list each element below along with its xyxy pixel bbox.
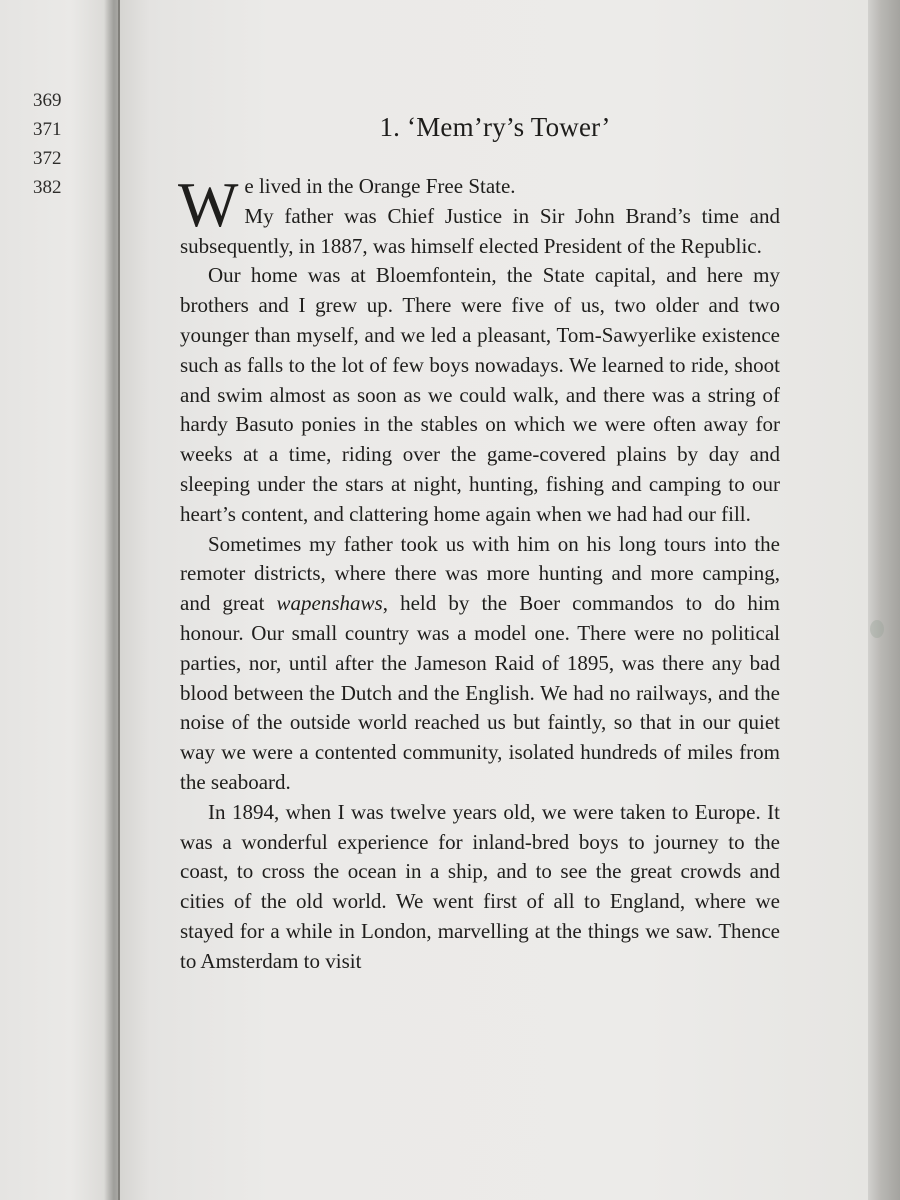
paragraph-3-part-1: Sometimes my father took us with him on his long tours into the remoter districts, where there was more hunting and more camping, and great bbox=[180, 531, 780, 616]
page-edge bbox=[868, 0, 900, 1200]
chapter-title: 1. ‘Mem’ry’s Tower’ bbox=[379, 112, 611, 142]
margin-page-number: 372 bbox=[33, 148, 62, 169]
margin-page-number: 371 bbox=[33, 119, 62, 140]
paragraph-1-rest: My father was Chief Justice in Sir John Brand’s time and subsequently, in 1887, was himself elected President of the Republic. bbox=[180, 203, 780, 258]
margin-page-number: 369 bbox=[33, 90, 62, 111]
paragraph-1-first-line: e lived in the Orange Free State. bbox=[244, 174, 516, 198]
italic-word: wapenshaws bbox=[276, 591, 383, 616]
paragraph-3 bbox=[180, 530, 780, 798]
chapter-body bbox=[178, 169, 780, 977]
drop-cap: W bbox=[178, 169, 239, 240]
margin-page-number: 382 bbox=[33, 177, 62, 198]
left-page bbox=[0, 0, 118, 1200]
paragraph-1 bbox=[178, 169, 780, 261]
paper-stain bbox=[870, 620, 884, 638]
paragraph-3-part-2: , held by the Boer commandos to do him honour. Our small country was a model one. There were no political parties, nor, until after the Jameson Raid of 1895, was there any bad blood between the Dutch and the English. We had no railways, and the noise of the outside world reached us but faintly, so that in our quiet way we were a contented community, isolated hundreds of miles from the seaboard. bbox=[180, 591, 780, 794]
paragraph-4: In 1894, when I was twelve years old, we were taken to Europe. It was a wonderful experience for inland-bred boys to journey to the coast, to cross the ocean in a ship, and to see the great crowds and cities of the old world. We went first of all to England, where we stayed for a while in London, marvelling at the things we saw. Thence to Amsterdam to visit bbox=[180, 799, 780, 973]
paragraph-2: Our home was at Bloemfontein, the State capital, and here my brothers and I grew up. There were five of us, two older and two younger than myself, and we led a pleasant, Tom-Sawyerlike existence such as falls to the lot of few boys nowadays. We learned to ride, shoot and swim almost as soon as we could walk, and there was a string of hardy Basuto ponies in the stables on which we were often away for weeks at a time, riding over the game-covered plains by day and sleeping under the stars at night, hunting, fishing and camping to our heart’s content, and clattering home again when we had had our fill. bbox=[180, 263, 780, 526]
margin-page-numbers bbox=[33, 86, 93, 202]
